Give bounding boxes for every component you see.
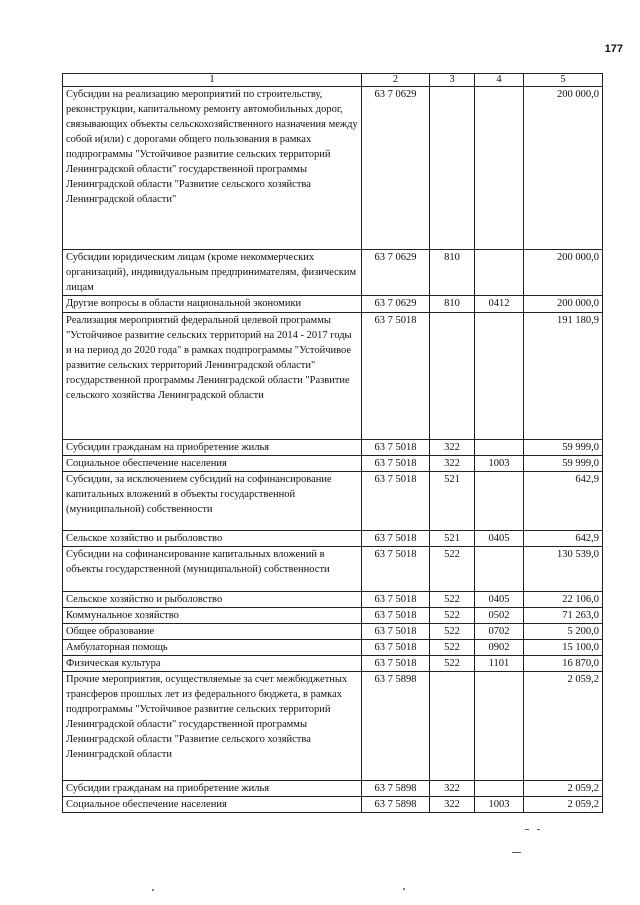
row-name-cell: Физическая культура [63, 656, 362, 672]
table-row [63, 250, 603, 296]
row-amount-cell: 16 870,0 [524, 656, 603, 672]
row-name-cell: Субсидии юридическим лицам (кроме некоммерческих организаций), индивидуальным предпринимателям, физическим лицам [63, 250, 362, 296]
row-section-cell: 0405 [475, 592, 524, 608]
table-row [63, 313, 603, 440]
scan-speck [525, 829, 529, 830]
row-code-cell: 63 7 5018 [362, 313, 430, 440]
row-amount-cell: 642,9 [524, 531, 603, 547]
row-code-cell: 63 7 5898 [362, 797, 430, 813]
row-section-cell [475, 672, 524, 781]
row-code-cell: 63 7 5018 [362, 640, 430, 656]
table-row [63, 440, 603, 456]
row-code-cell: 63 7 5018 [362, 624, 430, 640]
scan-speck [512, 852, 521, 853]
row-vr-cell [430, 87, 475, 250]
row-vr-cell: 522 [430, 547, 475, 592]
row-code-cell: 63 7 0629 [362, 250, 430, 296]
row-name-cell: Субсидии гражданам на приобретение жилья [63, 781, 362, 797]
row-section-cell [475, 440, 524, 456]
table-row [63, 547, 603, 592]
table-row [63, 296, 603, 313]
scan-speck [403, 888, 405, 890]
row-code-cell: 63 7 5018 [362, 592, 430, 608]
row-code-cell: 63 7 5018 [362, 472, 430, 531]
row-name-cell: Прочие мероприятия, осуществляемые за счет межбюджетных трансферов прошлых лет из федерального бюджета, в рамках подпрограммы "Устойчивое развитие сельских территорий Ленинградской области" государственной программы Ленинградской области "Развитие сельского хозяйства Ленинградской области [63, 672, 362, 781]
row-name-cell: Сельское хозяйство и рыболовство [63, 592, 362, 608]
row-amount-cell: 130 539,0 [524, 547, 603, 592]
row-vr-cell: 810 [430, 250, 475, 296]
row-vr-cell: 522 [430, 624, 475, 640]
table-row [63, 531, 603, 547]
row-section-cell: 0502 [475, 608, 524, 624]
row-code-cell: 63 7 5018 [362, 440, 430, 456]
row-code-cell: 63 7 5898 [362, 781, 430, 797]
row-name-cell: Субсидии на софинансирование капитальных вложений в объекты государственной (муниципальной) собственности [63, 547, 362, 592]
row-name-cell: Сельское хозяйство и рыболовство [63, 531, 362, 547]
row-vr-cell: 521 [430, 472, 475, 531]
row-section-cell: 0412 [475, 296, 524, 313]
table-row [63, 456, 603, 472]
table-row [63, 472, 603, 531]
row-name-cell: Реализация мероприятий федеральной целевой программы "Устойчивое развитие сельских территорий на 2014 - 2017 годы и на период до 2020 года" в рамках подпрограммы "Устойчивое развитие сельских территорий Ленинградской области" государственной программы Ленинградской области "Развитие сельского хозяйства Ленинградской области [63, 313, 362, 440]
row-section-cell: 0902 [475, 640, 524, 656]
row-code-cell: 63 7 5018 [362, 608, 430, 624]
row-amount-cell: 2 059,2 [524, 781, 603, 797]
table-row [63, 608, 603, 624]
row-name-cell: Социальное обеспечение населения [63, 797, 362, 813]
row-name-cell: Амбулаторная помощь [63, 640, 362, 656]
row-name-cell: Общее образование [63, 624, 362, 640]
row-amount-cell: 71 263,0 [524, 608, 603, 624]
row-code-cell: 63 7 5018 [362, 531, 430, 547]
row-amount-cell: 5 200,0 [524, 624, 603, 640]
row-section-cell [475, 547, 524, 592]
row-amount-cell: 59 999,0 [524, 440, 603, 456]
row-amount-cell: 200 000,0 [524, 296, 603, 313]
header-cell: 5 [524, 74, 603, 87]
row-section-cell [475, 781, 524, 797]
table-row [63, 624, 603, 640]
header-cell: 1 [63, 74, 362, 87]
row-vr-cell: 522 [430, 608, 475, 624]
row-amount-cell: 200 000,0 [524, 250, 603, 296]
row-vr-cell: 521 [430, 531, 475, 547]
row-amount-cell: 191 180,9 [524, 313, 603, 440]
row-code-cell: 63 7 5018 [362, 656, 430, 672]
row-vr-cell: 810 [430, 296, 475, 313]
table-row [63, 656, 603, 672]
table-row [63, 592, 603, 608]
table-row [63, 797, 603, 813]
row-vr-cell: 322 [430, 456, 475, 472]
scan-speck [537, 829, 540, 830]
row-amount-cell: 22 106,0 [524, 592, 603, 608]
row-name-cell: Субсидии, за исключением субсидий на софинансирование капитальных вложений в объекты государственной (муниципальной) собственности [63, 472, 362, 531]
row-vr-cell: 322 [430, 797, 475, 813]
table-row [63, 781, 603, 797]
row-vr-cell [430, 313, 475, 440]
table-row [63, 640, 603, 656]
row-code-cell: 63 7 5898 [362, 672, 430, 781]
row-section-cell [475, 313, 524, 440]
row-name-cell: Субсидии гражданам на приобретение жилья [63, 440, 362, 456]
table-header-row [63, 74, 603, 87]
row-vr-cell: 522 [430, 640, 475, 656]
row-amount-cell: 15 100,0 [524, 640, 603, 656]
row-section-cell [475, 472, 524, 531]
row-section-cell [475, 250, 524, 296]
scan-speck [152, 889, 154, 891]
row-name-cell: Другие вопросы в области национальной экономики [63, 296, 362, 313]
row-name-cell: Социальное обеспечение населения [63, 456, 362, 472]
header-cell: 3 [430, 74, 475, 87]
header-cell: 4 [475, 74, 524, 87]
row-name-cell: Субсидии на реализацию мероприятий по строительству, реконструкции, капитальному ремонту автомобильных дорог, связывающих объекты сельскохозяйственного назначения между собой и(или) с дорогами общего пользования в рамках подпрограммы "Устойчивое развитие сельских территорий Ленинградской области" государственной программы Ленинградской области "Развитие сельского хозяйства Ленинградской области" [63, 87, 362, 250]
budget-table [62, 73, 603, 813]
row-code-cell: 63 7 5018 [362, 456, 430, 472]
header-cell: 2 [362, 74, 430, 87]
row-section-cell: 1003 [475, 797, 524, 813]
table-row [63, 87, 603, 250]
row-name-cell: Коммунальное хозяйство [63, 608, 362, 624]
row-amount-cell: 642,9 [524, 472, 603, 531]
row-amount-cell: 59 999,0 [524, 456, 603, 472]
row-section-cell: 0405 [475, 531, 524, 547]
row-amount-cell: 200 000,0 [524, 87, 603, 250]
row-vr-cell: 322 [430, 440, 475, 456]
row-vr-cell: 522 [430, 656, 475, 672]
row-section-cell: 0702 [475, 624, 524, 640]
row-amount-cell: 2 059,2 [524, 797, 603, 813]
page-number: 177 [604, 43, 623, 55]
row-vr-cell: 522 [430, 592, 475, 608]
row-code-cell: 63 7 5018 [362, 547, 430, 592]
row-section-cell [475, 87, 524, 250]
table-row [63, 672, 603, 781]
row-vr-cell [430, 672, 475, 781]
row-section-cell: 1003 [475, 456, 524, 472]
row-code-cell: 63 7 0629 [362, 296, 430, 313]
row-code-cell: 63 7 0629 [362, 87, 430, 250]
row-amount-cell: 2 059,2 [524, 672, 603, 781]
row-vr-cell: 322 [430, 781, 475, 797]
row-section-cell: 1101 [475, 656, 524, 672]
